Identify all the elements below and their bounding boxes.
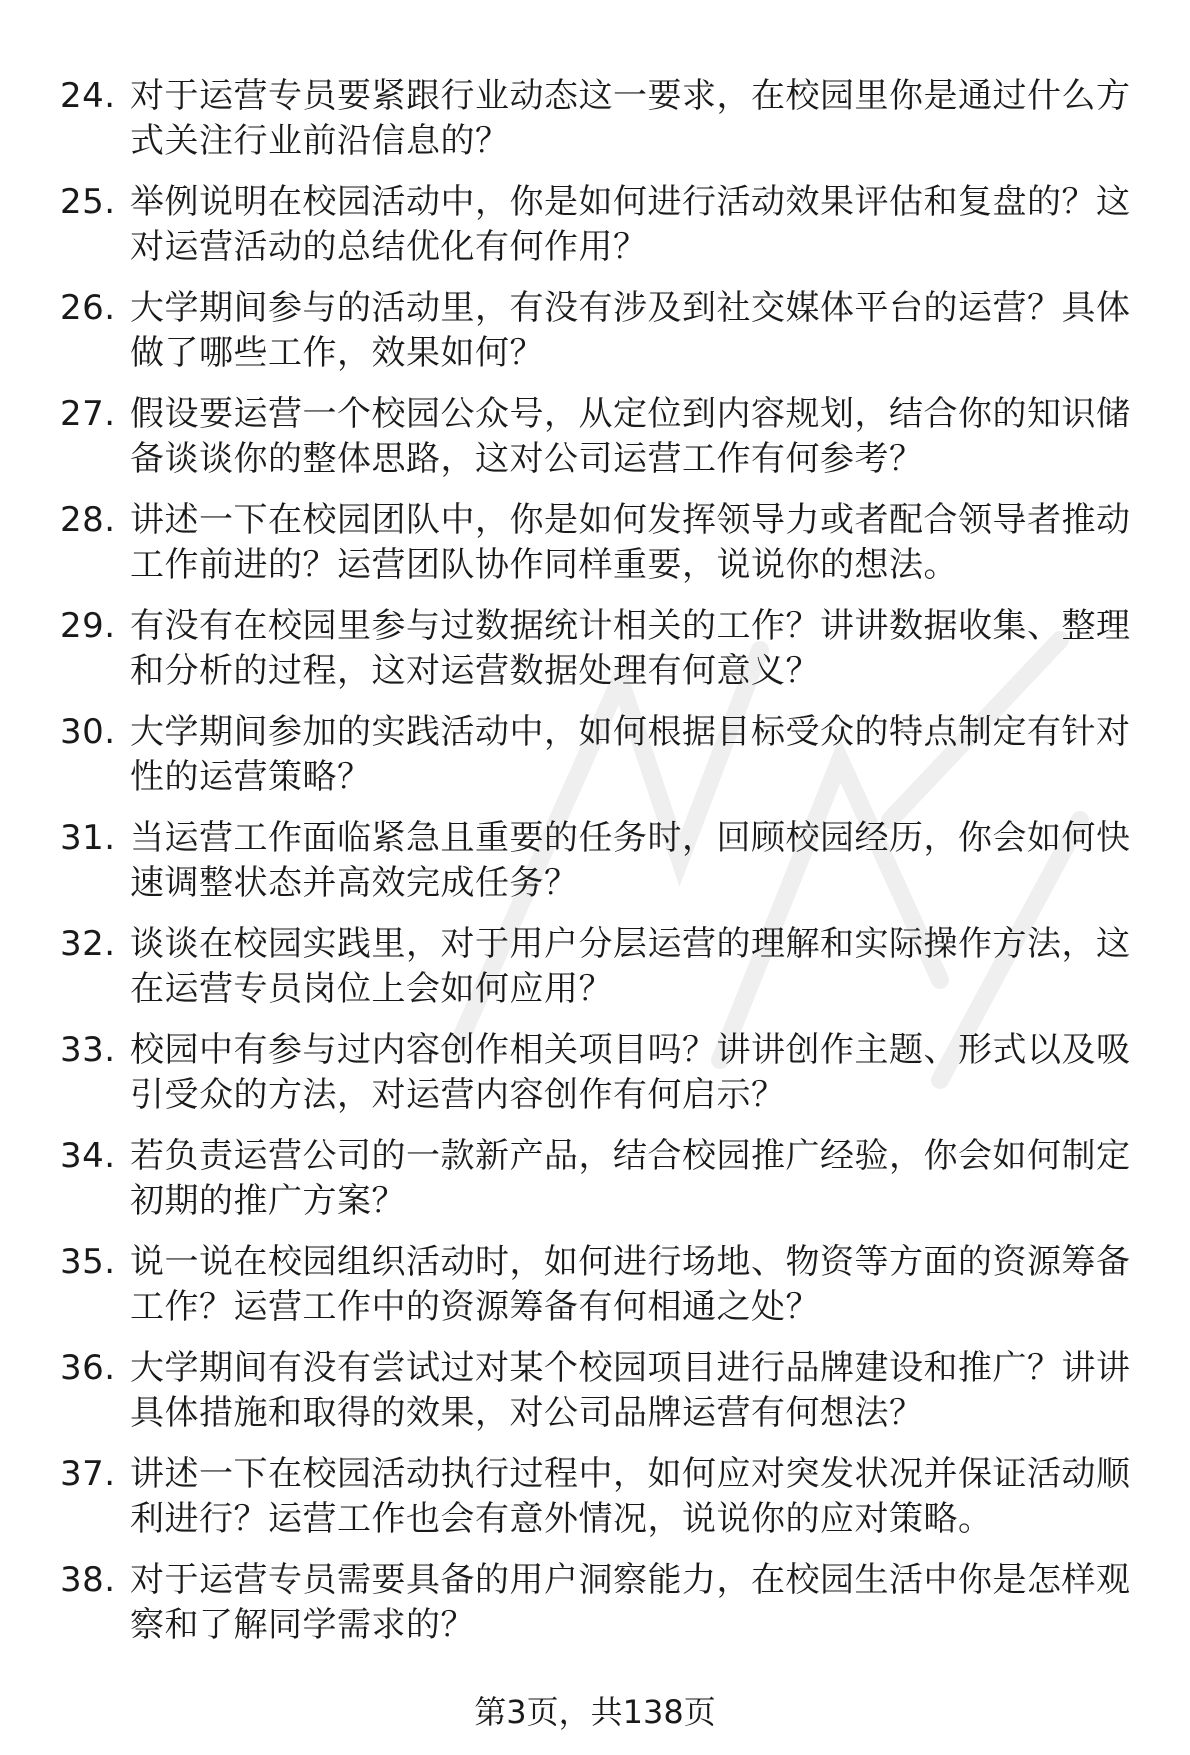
question-text: 对于运营专员需要具备的用户洞察能力，在校园生活中你是怎样观察和了解同学需求的？ [130,1560,1131,1645]
question-item [60,74,1150,180]
question-text: 假设要运营一个校园公众号，从定位到内容规划，结合你的知识储备谈谈你的整体思路，这对公司运营工作有何参考？ [130,394,1131,479]
question-item [60,1240,1150,1346]
question-item [60,710,1150,816]
question-number: 33. [60,1030,116,1070]
question-number: 24. [60,76,116,116]
page-number-label: 第3页，共138页 [474,1693,716,1731]
question-item [60,1028,1150,1134]
question-item [60,1452,1150,1558]
question-number: 28. [60,500,116,540]
question-text: 对于运营专员要紧跟行业动态这一要求，在校园里你是通过什么方式关注行业前沿信息的？ [130,76,1131,161]
question-number: 34. [60,1136,116,1176]
question-number: 30. [60,712,116,752]
question-text: 大学期间有没有尝试过对某个校园项目进行品牌建设和推广？讲讲具体措施和取得的效果，对公司品牌运营有何想法？ [130,1348,1131,1433]
question-number: 35. [60,1242,116,1282]
question-item [60,1558,1150,1664]
question-number: 37. [60,1454,116,1494]
question-number: 31. [60,818,116,858]
question-text: 有没有在校园里参与过数据统计相关的工作？讲讲数据收集、整理和分析的过程，这对运营数据处理有何意义？ [130,606,1131,691]
question-number: 38. [60,1560,116,1600]
question-number: 26. [60,288,116,328]
question-item [60,604,1150,710]
question-item [60,1134,1150,1240]
question-number: 32. [60,924,116,964]
question-text: 若负责运营公司的一款新产品，结合校园推广经验，你会如何制定初期的推广方案？ [130,1136,1131,1221]
question-item [60,180,1150,286]
question-item [60,286,1150,392]
page-footer [0,1692,1190,1732]
question-list [60,74,1150,1664]
question-item [60,922,1150,1028]
question-text: 大学期间参加的实践活动中，如何根据目标受众的特点制定有针对性的运营策略？ [130,712,1131,797]
question-text: 举例说明在校园活动中，你是如何进行活动效果评估和复盘的？这对运营活动的总结优化有何作用？ [130,182,1131,267]
question-number: 25. [60,182,116,222]
question-number: 27. [60,394,116,434]
question-text: 说一说在校园组织活动时，如何进行场地、物资等方面的资源筹备工作？运营工作中的资源筹备有何相通之处？ [130,1242,1131,1327]
question-text: 讲述一下在校园活动执行过程中，如何应对突发状况并保证活动顺利进行？运营工作也会有意外情况，说说你的应对策略。 [130,1454,1131,1539]
question-item [60,816,1150,922]
question-item [60,1346,1150,1452]
question-number: 36. [60,1348,116,1388]
question-text: 讲述一下在校园团队中，你是如何发挥领导力或者配合领导者推动工作前进的？运营团队协作同样重要，说说你的想法。 [130,500,1131,585]
question-text: 当运营工作面临紧急且重要的任务时，回顾校园经历，你会如何快速调整状态并高效完成任务？ [130,818,1131,903]
question-item [60,498,1150,604]
question-text: 大学期间参与的活动里，有没有涉及到社交媒体平台的运营？具体做了哪些工作，效果如何？ [130,288,1131,373]
question-text: 谈谈在校园实践里，对于用户分层运营的理解和实际操作方法，这在运营专员岗位上会如何应用？ [130,924,1131,1009]
question-item [60,392,1150,498]
question-number: 29. [60,606,116,646]
question-text: 校园中有参与过内容创作相关项目吗？讲讲创作主题、形式以及吸引受众的方法，对运营内容创作有何启示？ [130,1030,1131,1115]
